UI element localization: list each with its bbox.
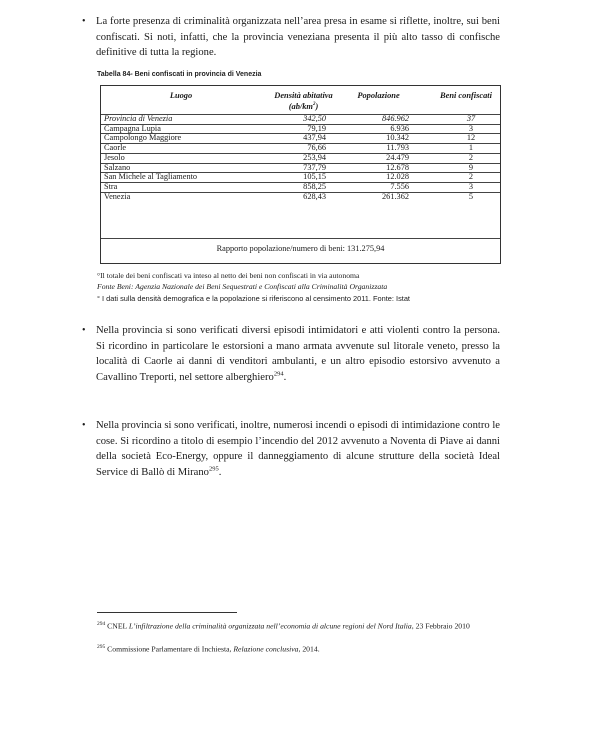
table-ratio: Rapporto popolazione/numero di beni: 131.275,94 (216, 244, 385, 253)
header-densita-close: ) (315, 101, 319, 111)
cell-beni: 5 (468, 191, 474, 201)
paragraph-text: Nella provincia si sono verificati, inoltre, numerosi incendi o episodi di intimidazione contro le cose. Si ricordino a titolo di esempio l’incendio del 2012 avvenuto a Noventa di Piave ai danni della società Eco-Energy, oppure il danneggiamento di alcune strutture della società Ideal Service di Ballò di Mirano (96, 420, 500, 478)
cell-luogo: Campagna Lupia (104, 123, 161, 133)
footnote-ref[interactable]: 295 (208, 465, 219, 473)
footnote-number: 294 (97, 621, 106, 627)
cell-densita: 737,79 (303, 162, 326, 172)
paragraph-text: Nella provincia si sono verificati diversi episodi intimidatori e atti violenti contro la persona. Si ricordino in particolare le estorsioni a mano armata avvenute sul litorale veneto, presso la località di Caorle ai danni di venditori ambulanti, e un altro episodio estorsivo avvenuto a Cavallino Treporti, nel settore alberghiero (96, 325, 500, 383)
cell-popolazione: 24.479 (386, 152, 409, 162)
table-row (101, 164, 500, 173)
table-row (101, 134, 500, 143)
table-note-total: °Il totale dei beni confiscati va inteso al netto dei beni non confiscati in via autonoma (97, 271, 360, 280)
cell-densita: 105,15 (303, 172, 326, 182)
cell-densita: 253,94 (303, 152, 326, 162)
cell-luogo: Caorle (104, 143, 127, 153)
cell-densita: 76,66 (307, 143, 326, 153)
table-row (101, 173, 500, 182)
cell-beni: 2 (468, 152, 474, 162)
footnote-title: Relazione conclusiva (233, 644, 299, 654)
footnote-text: Commissione Parlamentare di Inchiesta, (105, 644, 234, 654)
cell-beni: 2 (468, 172, 474, 182)
cell-luogo: Salzano (104, 162, 131, 172)
cell-popolazione: 10.342 (386, 133, 409, 143)
footnote-text-end: , 23 Febbraio 2010 (411, 621, 470, 631)
footnote-text: CNEL (105, 621, 129, 631)
cell-popolazione: 12.678 (386, 162, 409, 172)
cell-densita: 79,19 (307, 123, 326, 133)
cell-luogo: Stra (104, 181, 118, 191)
cell-luogo: Campolongo Maggiore (104, 133, 182, 143)
paragraph-intimidation-property (82, 418, 500, 480)
cell-popolazione: 12.028 (386, 172, 409, 182)
column-header-densita (266, 91, 341, 111)
footnote-title: L’infiltrazione della criminalità organizzata nell’economia di alcune regioni del Nord Italia (128, 621, 412, 631)
table-row (101, 154, 500, 163)
cell-popolazione: 7.556 (390, 181, 409, 191)
cell-luogo: Venezia (104, 191, 131, 201)
table-row (101, 183, 500, 192)
paragraph-confiscated-assets (82, 14, 500, 61)
footnote-text-end: , 2014. (298, 644, 320, 654)
cell-popolazione: 11.793 (386, 143, 409, 153)
cell-densita: 858,25 (303, 181, 326, 191)
footnote-295 (97, 642, 507, 655)
header-densita-sup: 2 (312, 102, 316, 107)
column-header-beni: Beni confiscati (440, 91, 492, 100)
table-ratio-divider (101, 238, 500, 239)
header-densita-unit: (ab/km (288, 101, 313, 111)
footnote-number: 295 (97, 644, 106, 650)
bullet-icon: • (82, 325, 86, 336)
table-note-source: Fonte Beni: Agenzia Nazionale dei Beni Sequestrati e Confiscati alla Criminalità Organizzata (97, 282, 388, 291)
cell-popolazione: 846.962 (382, 114, 409, 123)
cell-densita: 628,43 (303, 191, 326, 201)
footnote-294 (97, 619, 507, 632)
footnote-separator (97, 612, 237, 613)
footnote-ref[interactable]: 294 (273, 370, 284, 378)
paragraph-intimidation-persons (82, 323, 500, 385)
table-row (101, 144, 500, 153)
cell-luogo: Jesolo (104, 152, 125, 162)
cell-luogo: San Michele al Tagliamento (104, 172, 198, 182)
cell-beni: 37 (466, 114, 476, 123)
cell-popolazione: 261.362 (382, 191, 409, 201)
paragraph-text: La forte presenza di criminalità organizzata nell’area presa in esame si riflette, inoltre, sui beni confiscati. Si noti, infatti, che la provincia veneziana presenta il più alto tasso di confische definitive di tutta la regione. (96, 16, 500, 59)
bullet-icon: • (82, 420, 86, 431)
cell-densita: 437,94 (303, 133, 326, 143)
header-densita-label: Densità abitativa (274, 91, 333, 100)
cell-popolazione: 6.936 (390, 123, 409, 133)
column-header-popolazione: Popolazione (357, 91, 400, 100)
cell-beni: 3 (468, 181, 474, 191)
bullet-icon: • (82, 16, 86, 27)
table-caption: Tabella 84- Beni confiscati in provincia di Venezia (97, 71, 262, 78)
paragraph-end: . (283, 371, 287, 383)
cell-luogo: Provincia di Venezia (104, 114, 173, 123)
cell-densita: 342,50 (303, 114, 326, 123)
confiscated-assets-table (100, 85, 501, 264)
table-note-census: ° I dati sulla densità demografica e la popolazione si riferiscono al censimento 2011. Fonte: Istat (97, 294, 410, 303)
cell-beni: 1 (468, 143, 474, 153)
cell-beni: 3 (468, 123, 474, 133)
table-row (101, 193, 500, 202)
table-row (101, 115, 500, 124)
paragraph-end: . (218, 466, 222, 478)
cell-beni: 12 (466, 133, 476, 143)
table-row (101, 125, 500, 134)
column-header-luogo: Luogo (169, 91, 193, 100)
cell-beni: 9 (468, 162, 474, 172)
